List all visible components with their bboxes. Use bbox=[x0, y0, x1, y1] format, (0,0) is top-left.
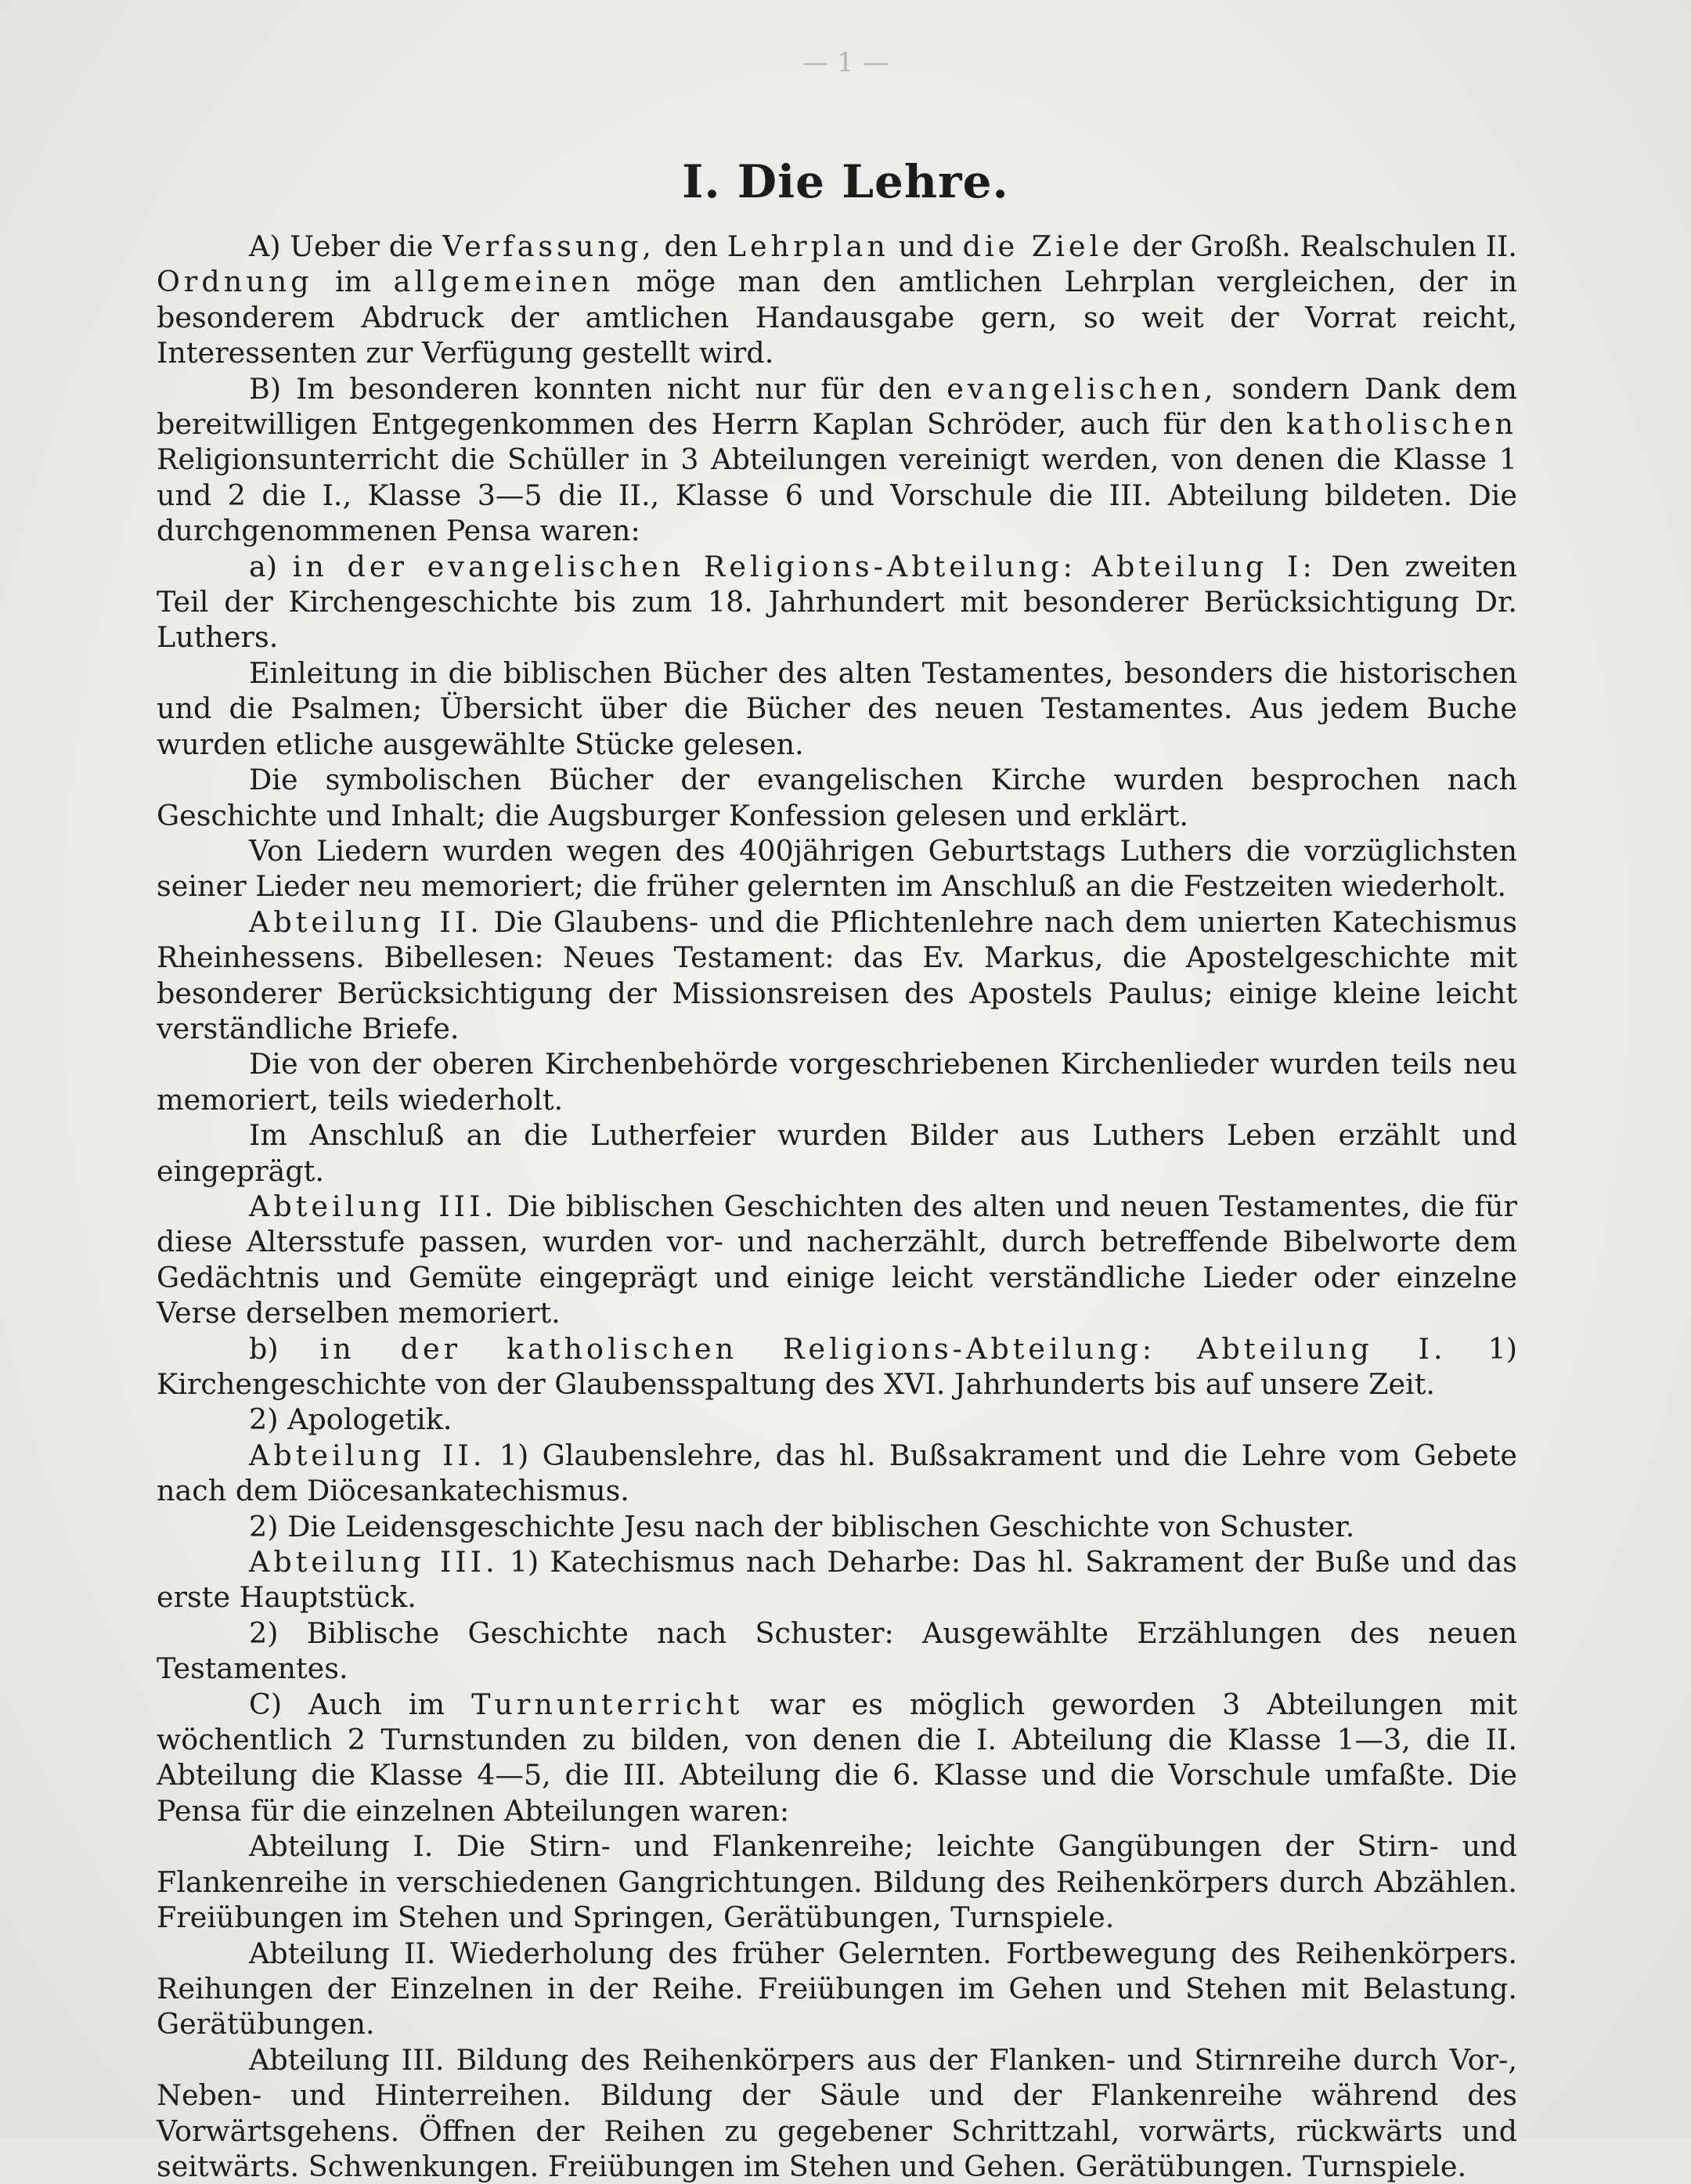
text-run: der Großh. Realschulen II. bbox=[1123, 229, 1518, 263]
text-run: 2) Die Leidensgeschichte Jesu nach der biblischen Geschichte von Schuster. bbox=[249, 1509, 1355, 1543]
text-run: Einleitung in die biblischen Bücher des alten Testamentes, besonders die historischen und die Psalmen; Übersicht über die Bücher des neuen Testamentes. Aus jedem Buche wurden etliche ausgewählte Stücke gelesen. bbox=[157, 655, 1517, 761]
paragraph bbox=[157, 655, 1517, 762]
paragraph bbox=[157, 1438, 1517, 1509]
paragraph bbox=[157, 1828, 1517, 1935]
text-run: 1) Katechismus nach Deharbe: Das hl. Sakrament der Buße und das erste Hauptstück. bbox=[157, 1545, 1517, 1615]
paragraph bbox=[157, 1936, 1517, 2042]
spaced-emphasis: Abteilung III. bbox=[249, 1545, 499, 1579]
text-run: Die von der oberen Kirchenbehörde vorgeschriebenen Kirchenlieder wurden teils neu memoriert, teils wiederholt. bbox=[157, 1047, 1517, 1117]
paragraph bbox=[157, 1189, 1517, 1331]
paragraph bbox=[157, 762, 1517, 833]
page-title: I. Die Lehre. bbox=[682, 155, 1009, 208]
spaced-emphasis: in der katholischen Religions-Abteilung: bbox=[319, 1331, 1156, 1366]
text-run: a) bbox=[249, 549, 293, 583]
text-run: Von Liedern wurden wegen des 400jährigen Geburtstags Luthers die vorzüglichsten seiner Lieder neu memoriert; die früher gelernten im Anschluß an die Festzeiten wiederholt. bbox=[157, 833, 1517, 904]
paragraph bbox=[157, 1687, 1517, 1829]
text-run: Abteilung I. Die Stirn- und Flankenreihe; leichte Gangübungen der Stirn- und Flankenreihe in verschiedenen Gangrichtungen. Bildung des Reihenkörpers durch Abzählen. Freiübungen im Stehen und Springen, Gerätübungen, Turnspiele. bbox=[157, 1829, 1517, 1935]
paragraph bbox=[157, 229, 1517, 371]
spaced-emphasis: katholischen bbox=[1285, 407, 1517, 442]
text-run bbox=[1156, 1332, 1197, 1366]
spaced-emphasis: die Ziele bbox=[962, 229, 1123, 263]
text-run: b) bbox=[249, 1331, 320, 1366]
paragraph bbox=[157, 2042, 1517, 2184]
text-run: Abteilung II. Wiederholung des früher Gelernten. Fortbewegung des Reihenkörpers. Reihungen der Einzelnen in der Reihe. Freiübungen im Gehen und Stehen mit Belastung. Gerätübungen. bbox=[157, 1936, 1517, 2041]
paragraph bbox=[157, 833, 1517, 904]
spaced-emphasis: allgemeinen bbox=[393, 265, 615, 299]
text-run: den bbox=[654, 229, 727, 263]
spaced-emphasis: Lehrplan bbox=[727, 229, 889, 263]
text-run: war es möglich geworden 3 Abteilungen mit wöchentlich 2 Turnstunden zu bilden, von denen die I. Abteilung die Klasse 1—3, die II. Abteilung die Klasse 4—5, die III. Abteilung die 6. Klasse und die Vorschule umfaßte. Die Pensa für die einzelnen Abteilungen waren: bbox=[157, 1687, 1517, 1828]
text-run: im bbox=[312, 265, 394, 299]
text-run: 1) Glaubenslehre, das hl. Bußsakrament und die Lehre vom Gebete nach dem Diöcesankatechismus. bbox=[157, 1438, 1518, 1508]
text-run: A) Ueber die bbox=[249, 229, 443, 263]
spaced-emphasis: Ordnung bbox=[157, 265, 313, 299]
text-run: Den zweiten Teil der Kirchengeschichte bis zum 18. Jahrhundert mit besonderer Berücksichtigung Dr. Luthers. bbox=[157, 549, 1517, 655]
spaced-emphasis: evangelischen, bbox=[946, 371, 1217, 406]
text-run: sondern Dank dem bereitwilligen Entgegenkommen des Herrn Kaplan Schröder, auch für den bbox=[157, 371, 1517, 442]
paragraph bbox=[157, 549, 1517, 655]
paragraph bbox=[157, 1509, 1517, 1544]
text-run: 2) Apologetik. bbox=[249, 1402, 452, 1437]
text-run: möge man den amtlichen Lehrplan vergleichen, der in besonderem Abdruck der amtlichen Handausgabe gern, so weit der Vorrat reicht, Interessenten zur Verfügung gestellt wird. bbox=[157, 265, 1517, 370]
page-number: — 1 — bbox=[802, 47, 889, 78]
spaced-emphasis: Turnunterricht bbox=[471, 1687, 744, 1721]
text-run: 2) Biblische Geschichte nach Schuster: Ausgewählte Erzählungen des neuen Testamentes. bbox=[157, 1615, 1517, 1686]
text-run: 1) Kirchengeschichte von der Glaubensspaltung des XVI. Jahrhunderts bis auf unsere Zeit. bbox=[157, 1331, 1517, 1401]
paragraph bbox=[157, 1544, 1517, 1615]
text-run: Die biblischen Geschichten des alten und neuen Testamentes, die für diese Altersstufe passen, wurden vor- und nacherzählt, durch betreffende Bibelworte dem Gedächtnis und Gemüte eingeprägt und einige leicht verständliche Lieder oder einzelne Verse derselben memoriert. bbox=[157, 1189, 1517, 1330]
text-run: Abteilung III. Bildung des Reihenkörpers aus der Flanken- und Stirnreihe durch Vor-, Neben- und Hinterreihen. Bildung der Säule und der Flankenreihe während des Vorwärtsgehens. Öffnen der Reihen zu gegebener Schrittzahl, vorwärts, rückwärts und seitwärts. Schwenkungen. Freiübungen im Stehen und Gehen. Gerätübungen. Turnspiele. bbox=[157, 2042, 1517, 2183]
paragraph bbox=[157, 1331, 1517, 1402]
spaced-emphasis: in der evangelischen Religions-Abteilung: bbox=[292, 549, 1076, 583]
text-run: Im Anschluß an die Lutherfeier wurden Bilder aus Luthers Leben erzählt und eingeprägt. bbox=[157, 1118, 1517, 1188]
text-run: und bbox=[889, 229, 963, 263]
body-text bbox=[157, 229, 1517, 2184]
spaced-emphasis: Abteilung I. bbox=[1196, 1331, 1447, 1366]
paragraph bbox=[157, 1046, 1517, 1117]
text-run: C) Auch im bbox=[249, 1687, 472, 1721]
text-run: Religionsunterricht die Schüller in 3 Abteilungen vereinigt werden, von denen die Klasse 1 und 2 die I., Klasse 3—5 die II., Klasse 6 und Vorschule die III. Abteilung bildeten. Die durchgenommenen Pensa waren: bbox=[157, 442, 1517, 548]
paragraph bbox=[157, 1117, 1517, 1189]
paragraph bbox=[157, 1615, 1517, 1687]
paragraph bbox=[157, 371, 1517, 549]
text-run: Die symbolischen Bücher der evangelischen Kirche wurden besprochen nach Geschichte und Inhalt; die Augsburger Konfession gelesen und erklärt. bbox=[157, 763, 1517, 832]
text-run: Die Glaubens- und die Pflichtenlehre nach dem unierten Katechismus Rheinhessens. Bibellesen: Neues Testament: das Ev. Markus, die Apostelgeschichte mit besonderer Berücksichtigung der Missionsreisen des Apostels Paulus; einige kleine leicht verständliche Briefe. bbox=[157, 904, 1517, 1045]
spaced-emphasis: Verfassung, bbox=[442, 229, 655, 263]
paragraph bbox=[157, 904, 1517, 1047]
spaced-emphasis: Abteilung II. bbox=[249, 904, 483, 939]
text-run bbox=[1076, 550, 1092, 583]
spaced-emphasis: Abteilung III. bbox=[249, 1189, 498, 1223]
spaced-emphasis: Abteilung I: bbox=[1091, 549, 1316, 583]
text-run: B) Im besonderen konnten nicht nur für den bbox=[249, 371, 947, 406]
spaced-emphasis: Abteilung II. bbox=[249, 1438, 486, 1472]
paragraph bbox=[157, 1402, 1517, 1437]
